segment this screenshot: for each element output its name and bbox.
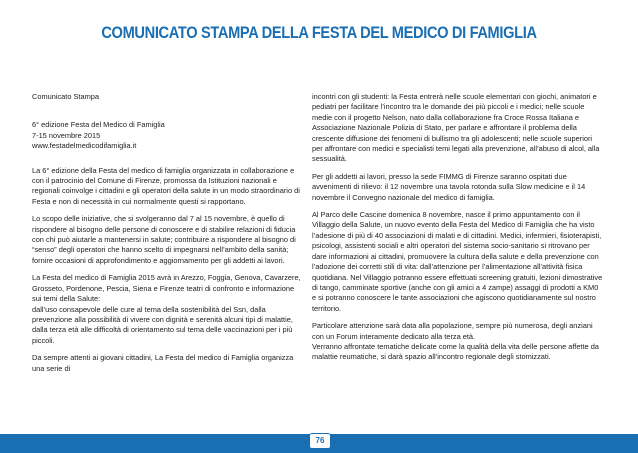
paragraph-edition-info: 6° edizione Festa del Medico di Famiglia 7-15 novembre 2015 www.festadelmedicodifamiglia.it <box>32 120 165 151</box>
page-number: 76 <box>309 433 331 449</box>
right-column <box>312 92 604 370</box>
paragraph-professionals: Per gli addetti ai lavori, presso la sede FIMMG di Firenze saranno ospitati due avvenimenti di rilievo: il 12 novembre una tavola rotonda sulla Slow medicine e il 14 novembre il Convegno nazionale del medico di famiglia. <box>312 171 586 202</box>
page-title: COMUNICATO STAMPA DELLA FESTA DEL MEDICO DI FAMIGLIA <box>101 23 537 42</box>
paragraph-health-village: Al Parco delle Cascine domenica 8 novembre, nasce il primo appuntamento con il Villaggio della Salute, un nuovo evento della Festa del Medico di Famiglia che ha visto l’adesione di più di 40 associazioni di malati e di cittadini. Medici, infermieri, fisioterapisti, psicologi, assistenti sociali e altri operatori del sistema socio-sanitario si ritrovano per dare informazioni ai cittadini, promuovere la cultura della salute e della prevenzione con l’adozione dei corretti stili di vita: dall’attenzione per l’alimentazione all’attività fisica quotidiana. Nel Villaggio potranno essere effettuati screening gratuiti, lezioni dimostrative di tango, camminate sportive (anche con gli amici a 4 zampe) assaggi di prodotti a KM0 e si potranno conoscere le tante associazioni che agiscono quotidianamente sul nostro territorio. <box>312 210 603 313</box>
paragraph-elderly: Particolare attenzione sarà data alla popolazione, sempre più numerosa, degli anziani con un Forum interamente dedicato alla terza età. Verranno affrontate tematiche delicate come la qualità della vita delle persone affette da malattie reumatiche, si darà spazio all’incontro regionale degli stomizzati. <box>312 321 599 362</box>
paragraph-purpose: Lo scopo delle iniziative, che si svolgeranno dal 7 al 15 novembre, è quello di rispondere al bisogno delle persone di conoscere e di stabilire relazioni di fiducia con chi può aiutarle a mantenersi in salute; contribuire a rispondere al bisogno di “senso” degli operatori che hanno scelto di impegnarsi nell’ambito della sanità; fornire occasioni di approfondimento e aggiornamento per gli addetti ai lavori. <box>32 214 296 265</box>
left-column <box>32 92 304 381</box>
paragraph-intro: La 6° edizione della Festa del medico di famiglia organizzata in collaborazione e con il patrocinio del Comune di Firenze, promossa da Istituzioni nazionali e regionali coinvolge i cittadini e gli operatori della salute in un modo straordinario di Festa e non di necessità in cui normalmente questi si rapportano. <box>32 165 300 206</box>
paragraph-students: incontri con gli studenti: la Festa entrerà nelle scuole elementari con giochi, animatori e pediatri per facilitare l’incontro tra le domande dei più piccoli e i medici; nelle scuole medie con il progetto Nelson, nato dalla collaborazione fra Croce Rossa Italiana e Associazione Nazionale Polizia di Stato, per parlare e affrontare il problema della crescente diffusione dei fenomeni di bullismo tra gli adolescenti; nelle scuole superiori per affrontare con medici e specialisti temi legati alla prevenzione, all’abuso di alcol, alla sessualità. <box>312 92 600 164</box>
paragraph-heading: Comunicato Stampa <box>32 92 99 101</box>
paragraph-cities: La Festa del medico di Famiglia 2015 avrà in Arezzo, Foggia, Genova, Cavarzere, Grosseto, Pordenone, Pescia, Siena e Firenze teatri di confronto e informazione sui temi della Salute: dall’uso consapevole delle cure al tema della sostenibilità del Ssn, dalla prevenzione alla possibilità di vivere con dignità e serenità alcuni tipi di malattie, dalla terza età alle difficoltà di orientamento sul tema delle vaccinazioni per i più piccoli. <box>32 273 301 345</box>
paragraph-young-citizens: Da sempre attenti ai giovani cittadini, La Festa del medico di Famiglia organizza una serie di <box>32 353 294 373</box>
